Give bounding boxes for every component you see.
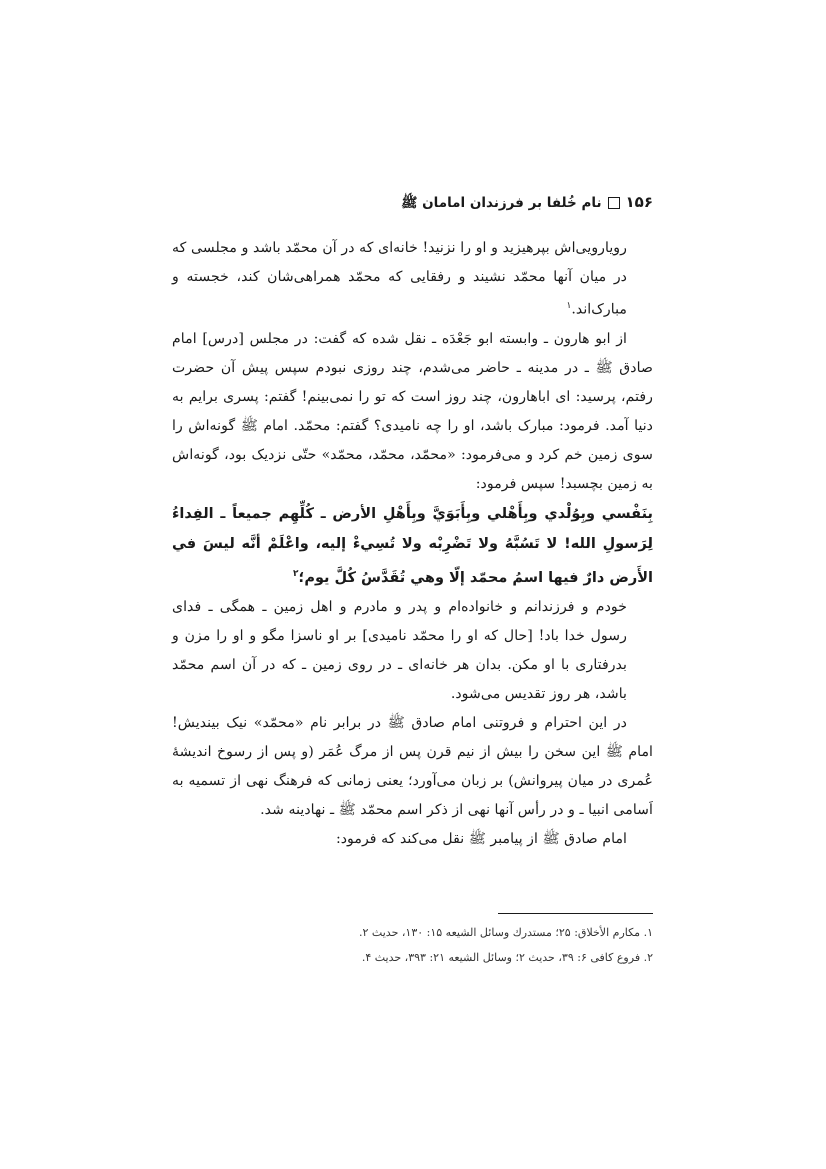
footnote-1: ۱. مکارم الأخلاق: ۲۵؛ مستدرك وسائل الشيعه ۱۵: ۱۳۰، حديث ۲.	[359, 926, 653, 939]
chapter-title: نام خُلفا بر فرزندان امامان ﷺ	[401, 195, 602, 211]
page-number: ۱۵۶	[625, 193, 653, 211]
running-header	[240, 193, 653, 215]
footnote-ref-1[interactable]: ۱	[566, 301, 572, 311]
main-text	[172, 234, 653, 854]
footnote-divider	[498, 913, 653, 914]
paragraph-commentary: در این احترام و فروتنی امام صادق ﷺ در برابر نام «محمّد» نیک بیندیش! امام ﷺ این سخن را بیش از نیم قرن پس از مرگ عُمَر (و پس از رسوخ اندیشهٔ عُمری در میان پیروانش) بر زبان می‌آورد؛ یعنی زمانی که فرهنگ نهی از تسمیه به اَسامی انبیا ـ و در رأس آنها نهی از ذکر اسم محمّد ﷺ ـ نهادینه شد.	[172, 714, 653, 818]
footnote-ref-2[interactable]: ۲	[293, 568, 299, 579]
paragraph-translation: خودم و فرزندانم و خانواده‌ام و پدر و مادرم و اهل زمین ـ همگی ـ فدای رسول خدا باد! [حال که او را محمّد نامیدی] بر او ناسزا مگو و او را مزن و بدرفتاری با او مکن. بدان هر خانه‌ای ـ در روی زمین ـ که در آن اسم محمّد باشد، هر روز تقدیس می‌شود.	[172, 598, 627, 702]
paragraph-narration: از ابو هارون ـ وابسته ابو جَعْدَه ـ نقل شده که گفت: در مجلس [درس] امام صادق ﷺ ـ در مدینه ـ حاضر می‌شدم، چند روزی نبودم سپس پیش آن حضرت رفتم، پرسید: ای اباهارون، چند روز است که تو را نمی‌بینم! گفتم: پسری برایم به دنیا آمد. فرمود: مبارک باشد، او را چه نامیدی؟ گفتم: محمّد. امام ﷺ گونه‌اش را سوی زمین خم کرد و می‌فرمود: «محمّد، محمّد، محمّد» حتّی نزدیک بود، گونه‌اش به زمین بچسبد! سپس فرمود:	[172, 330, 653, 492]
footnote-2: ۲. فروع کافی ۶: ۳۹، حدیث ۲؛ وسائل الشیعه ۲۱: ۳۹۳، حدیث ۴.	[361, 951, 653, 964]
footnotes	[300, 920, 653, 970]
paragraph-closing: امام صادق ﷺ از پیامبر ﷺ نقل می‌کند که فرمود:	[335, 830, 627, 847]
arabic-hadith: بِنَفْسي وبِوُلْدي وبِأَهْلي وبِأَبَوَيَّ وبِأَهْلِ الأرض ـ كُلِّهِم جميعاً ـ الفِداءُ لِرَسولِ الله! لا تَسُبَّهُ ولا تَضْرِبْه ولا تُسِيءْ إليه، واعْلَمْ أنَّه ليسَ في الأَرض دارٌ فيها اسمُ محمّد إلّا وهي تُقَدَّسُ كُلَّ يوم؛$^۲$	[172, 505, 653, 586]
square-ornament-icon	[608, 197, 620, 209]
paragraph-continuation: رویارویی‌اش بپرهیزید و او را نزنید! خانه‌ای که در آن محمّد باشد و مجلسی که در میان آنها محمّد نشیند و رفقایی که محمّد همراهی‌شان کند، خجسته و مبارک‌اند.$^۱$	[172, 240, 627, 318]
